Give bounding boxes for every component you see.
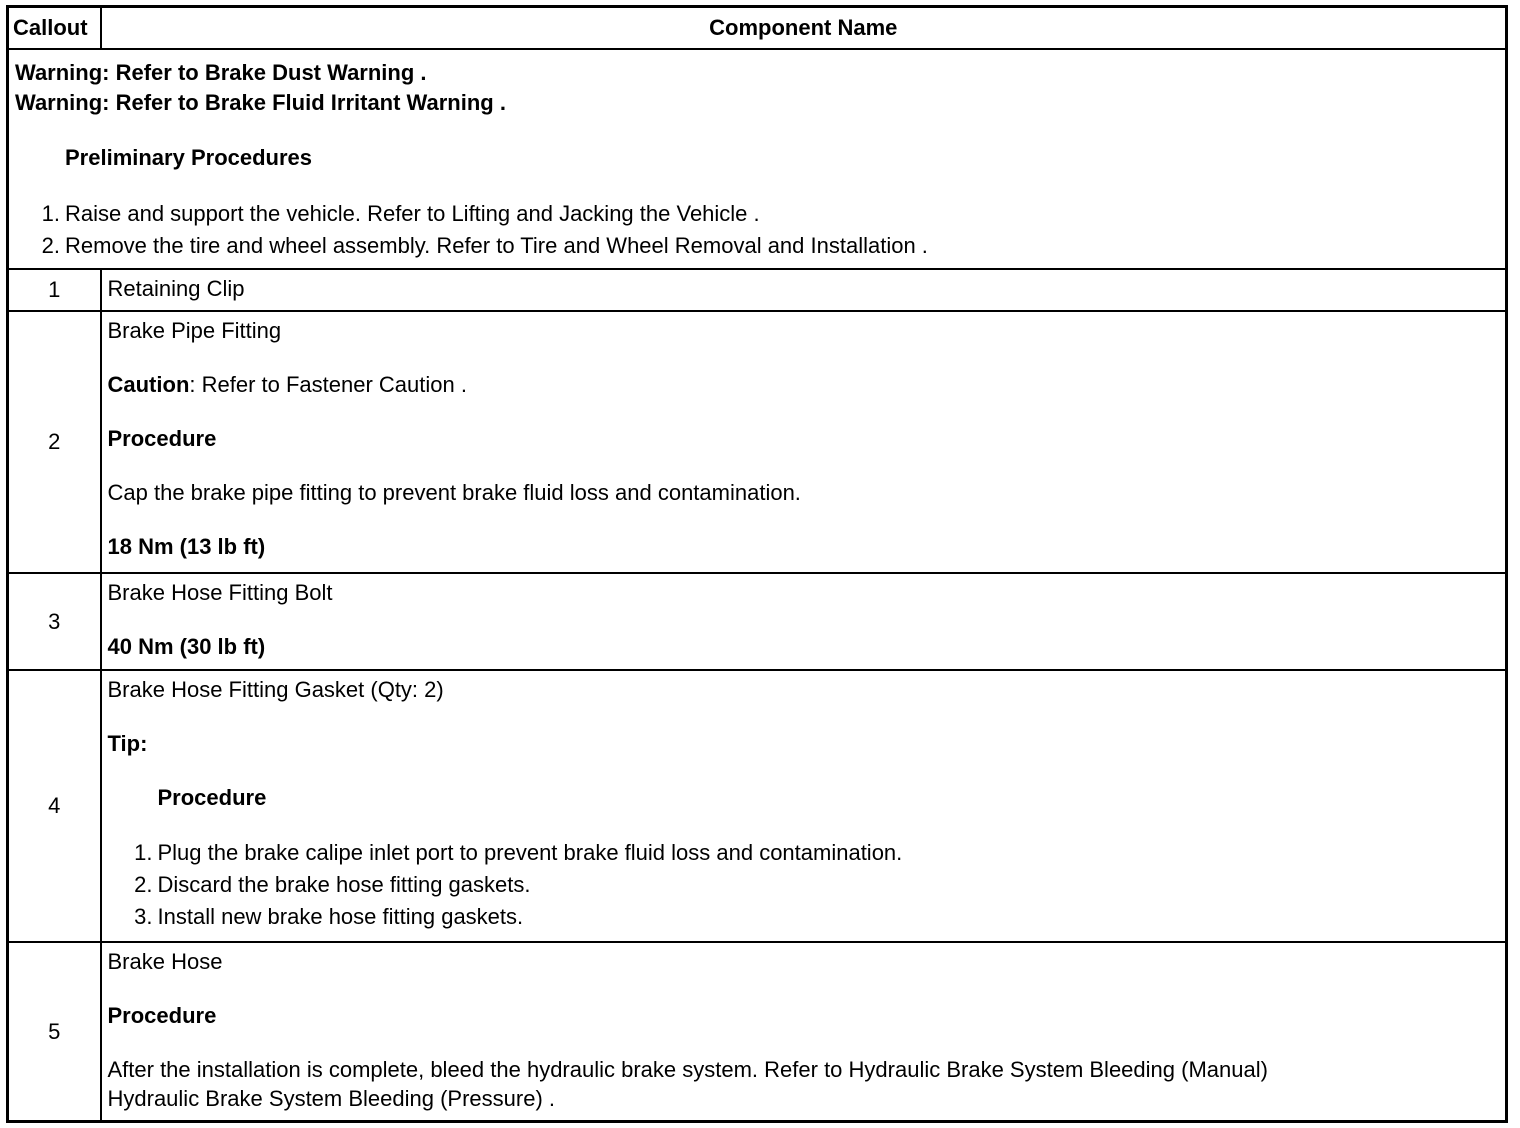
caution-text: Caution: Refer to Fastener Caution . [107,372,467,397]
component-cell [101,311,1507,573]
warning-dust: Warning: Refer to Brake Dust Warning . [15,60,427,85]
header-row [8,7,1507,50]
component-name: Brake Pipe Fitting [107,318,282,343]
component-cell [101,573,1507,670]
list-item: 3. Install new brake hose fitting gaskets. [134,904,524,929]
procedure-text-line-1: After the installation is complete, bleed the hydraulic brake system. Refer to Hydraulic Brake System Bleeding (Manual) [107,1057,1268,1082]
procedure-text-line-2: Hydraulic Brake System Bleeding (Pressure) . [107,1086,555,1111]
component-name: Brake Hose [107,949,223,974]
callout-header: Callout [8,7,101,50]
table-row [8,942,1507,1122]
callout-number: 4 [8,670,101,942]
procedure-heading: Procedure [157,785,267,810]
component-name: Retaining Clip [107,276,245,301]
component-name: Brake Hose Fitting Gasket (Qty: 2) [107,677,444,702]
component-table [6,5,1508,1123]
procedure-text: Cap the brake pipe fitting to prevent brake fluid loss and contamination. [107,480,801,505]
component-name-header: Component Name [101,7,1507,50]
list-item: 2. Discard the brake hose fitting gaskets. [134,872,531,897]
callout-number: 2 [8,311,101,573]
warning-fluid: Warning: Refer to Brake Fluid Irritant Warning . [15,90,506,115]
table-row [8,670,1507,942]
table-row [8,269,1507,311]
component-cell [101,942,1507,1122]
callout-number: 5 [8,942,101,1122]
callout-number: 1 [8,269,101,311]
torque-spec: 18 Nm (13 lb ft) [107,534,266,559]
component-cell [101,269,1507,311]
table-row [8,573,1507,670]
tip-label: Tip: [107,731,148,756]
procedure-heading: Procedure [107,1003,217,1028]
procedure-heading: Procedure [107,426,217,451]
component-name: Brake Hose Fitting Bolt [107,580,333,605]
preliminary-steps [15,198,1499,262]
table-row [8,311,1507,573]
preliminary-heading: Preliminary Procedures [65,145,313,170]
list-item: 1. Plug the brake calipe inlet port to prevent brake fluid loss and contamination. [134,840,903,865]
list-item: 2. Remove the tire and wheel assembly. Refer to Tire and Wheel Removal and Installation . [41,233,928,258]
torque-spec: 40 Nm (30 lb ft) [107,634,266,659]
procedure-steps [108,837,1500,933]
component-cell [101,670,1507,942]
preliminary-row [8,49,1507,269]
list-item: 1. Raise and support the vehicle. Refer to Lifting and Jacking the Vehicle . [41,201,760,226]
callout-number: 3 [8,573,101,670]
preliminary-cell [8,49,1507,269]
